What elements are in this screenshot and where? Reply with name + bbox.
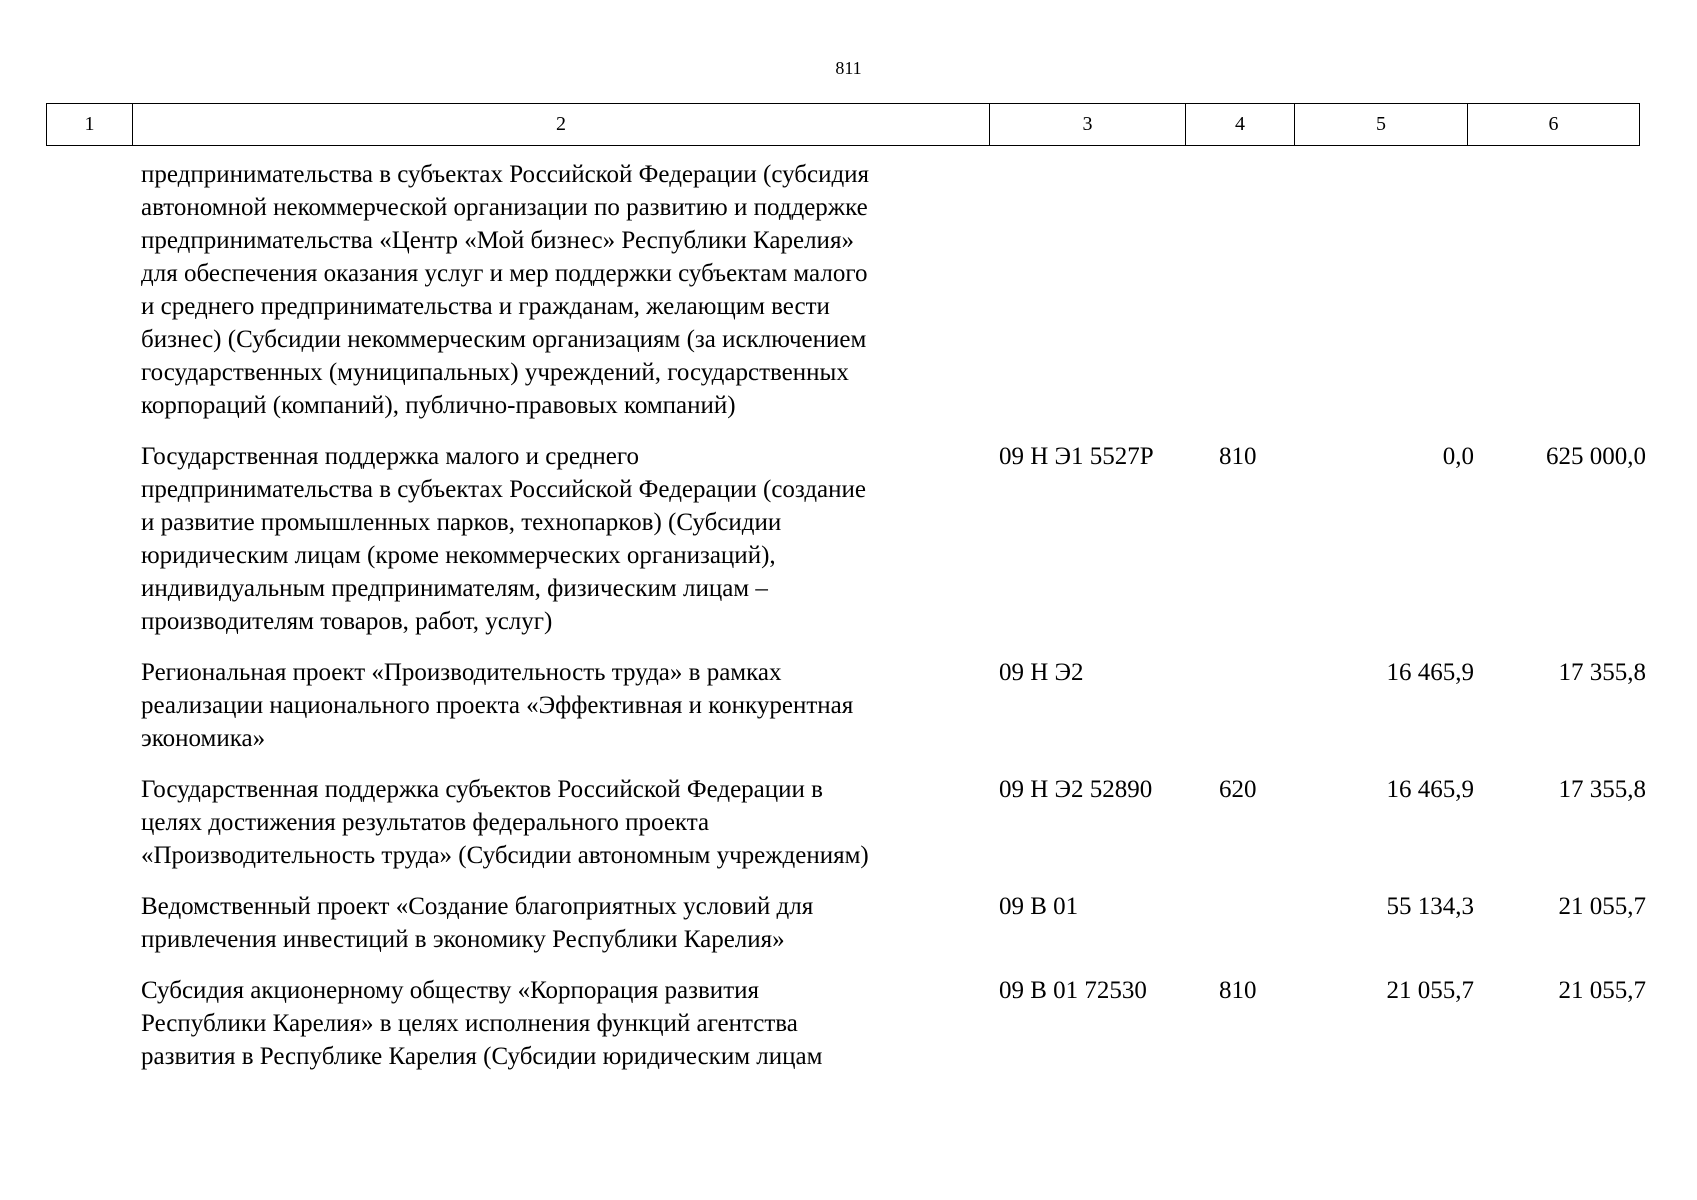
expense-type-code bbox=[1219, 656, 1304, 755]
description-line: Государственная поддержка субъектов Российской Федерации в bbox=[141, 776, 823, 803]
description-line: и среднего предпринимательства и гражданам, желающим вести bbox=[141, 293, 830, 320]
table-row bbox=[46, 656, 1646, 755]
column-header-3: 3 bbox=[990, 104, 1186, 145]
amount-col5: 16 465,9 bbox=[1386, 776, 1474, 803]
table-row bbox=[46, 974, 1646, 1073]
page-number: 811 bbox=[835, 58, 862, 78]
table-row bbox=[46, 773, 1646, 872]
row-description bbox=[141, 656, 999, 755]
description-line: привлечения инвестиций в экономику Республики Карелия» bbox=[141, 926, 785, 953]
target-article-code: 09 Н Э2 52890 bbox=[999, 776, 1153, 803]
target-article-code bbox=[999, 158, 1219, 422]
table-row bbox=[46, 158, 1640, 422]
description-line: Государственная поддержка малого и среднего bbox=[141, 443, 639, 470]
table-row bbox=[46, 440, 1646, 638]
column-header-5: 5 bbox=[1295, 104, 1468, 145]
amount-col6: 21 055,7 bbox=[1558, 977, 1646, 1004]
amount-col6: 17 355,8 bbox=[1558, 776, 1646, 803]
expense-type-code bbox=[1219, 158, 1304, 422]
description-line: предпринимательства в субъектах Российской Федерации (субсидия bbox=[141, 161, 870, 188]
description-line: корпораций (компаний), публично-правовых компаний) bbox=[141, 392, 736, 419]
column-header-2: 2 bbox=[133, 104, 990, 145]
expense-type-code: 810 bbox=[1219, 977, 1257, 1004]
description-line: реализации национального проекта «Эффективная и конкурентная bbox=[141, 692, 854, 719]
amount-col5: 16 465,9 bbox=[1386, 659, 1474, 686]
description-line: индивидуальным предпринимателям, физическим лицам – bbox=[141, 575, 768, 602]
target-article-code: 09 Н Э2 bbox=[999, 659, 1084, 686]
description-line: экономика» bbox=[141, 725, 266, 752]
description-line: государственных (муниципальных) учреждений, государственных bbox=[141, 359, 849, 386]
row-description bbox=[141, 773, 999, 872]
description-line: для обеспечения оказания услуг и мер поддержки субъектам малого bbox=[141, 260, 868, 287]
amount-col6: 17 355,8 bbox=[1558, 659, 1646, 686]
row-description bbox=[141, 440, 999, 638]
description-line: и развитие промышленных парков, технопарков) (Субсидии bbox=[141, 509, 782, 536]
row-description bbox=[141, 158, 999, 422]
amount-col5: 21 055,7 bbox=[1386, 977, 1474, 1004]
table-header bbox=[46, 103, 1640, 146]
target-article-code: 09 Н Э1 5527Р bbox=[999, 443, 1154, 470]
description-line: предпринимательства «Центр «Мой бизнес» Республики Карелия» bbox=[141, 227, 854, 254]
column-header-6: 6 bbox=[1548, 113, 1559, 135]
target-article-code: 09 В 01 bbox=[999, 893, 1079, 920]
expense-type-code: 620 bbox=[1219, 776, 1257, 803]
description-line: автономной некоммерческой организации по развитию и поддержке bbox=[141, 194, 868, 221]
description-line: Субсидия акционерному обществу «Корпорация развития bbox=[141, 977, 759, 1004]
description-line: развития в Республике Карелия (Субсидии юридическим лицам bbox=[141, 1043, 823, 1070]
column-header-1: 1 bbox=[47, 104, 133, 145]
description-line: целях достижения результатов федерального проекта bbox=[141, 809, 710, 836]
expense-type-code bbox=[1219, 890, 1304, 956]
column-header-4: 4 bbox=[1186, 104, 1295, 145]
row-description bbox=[141, 890, 999, 956]
description-line: Республики Карелия» в целях исполнения функций агентства bbox=[141, 1010, 798, 1037]
expense-type-code: 810 bbox=[1219, 443, 1257, 470]
description-line: производителям товаров, работ, услуг) bbox=[141, 608, 553, 635]
amount-col6: 21 055,7 bbox=[1558, 893, 1646, 920]
description-line: предпринимательства в субъектах Российской Федерации (создание bbox=[141, 476, 867, 503]
table-body bbox=[46, 158, 1646, 1091]
amount-col6: 625 000,0 bbox=[1546, 443, 1646, 470]
description-line: юридическим лицам (кроме некоммерческих организаций), bbox=[141, 542, 776, 569]
row-description bbox=[141, 974, 999, 1073]
description-line: Региональная проект «Производительность труда» в рамках bbox=[141, 659, 782, 686]
amount-col6 bbox=[1474, 158, 1646, 422]
amount-col5 bbox=[1304, 158, 1474, 422]
description-line: «Производительность труда» (Субсидии автономным учреждениям) bbox=[141, 842, 869, 869]
description-line: Ведомственный проект «Создание благоприятных условий для bbox=[141, 893, 814, 920]
target-article-code: 09 В 01 72530 bbox=[999, 977, 1147, 1004]
description-line: бизнес) (Субсидии некоммерческим организациям (за исключением bbox=[141, 326, 867, 353]
amount-col5: 0,0 bbox=[1442, 443, 1474, 470]
amount-col5: 55 134,3 bbox=[1386, 893, 1474, 920]
table-row bbox=[46, 890, 1646, 956]
